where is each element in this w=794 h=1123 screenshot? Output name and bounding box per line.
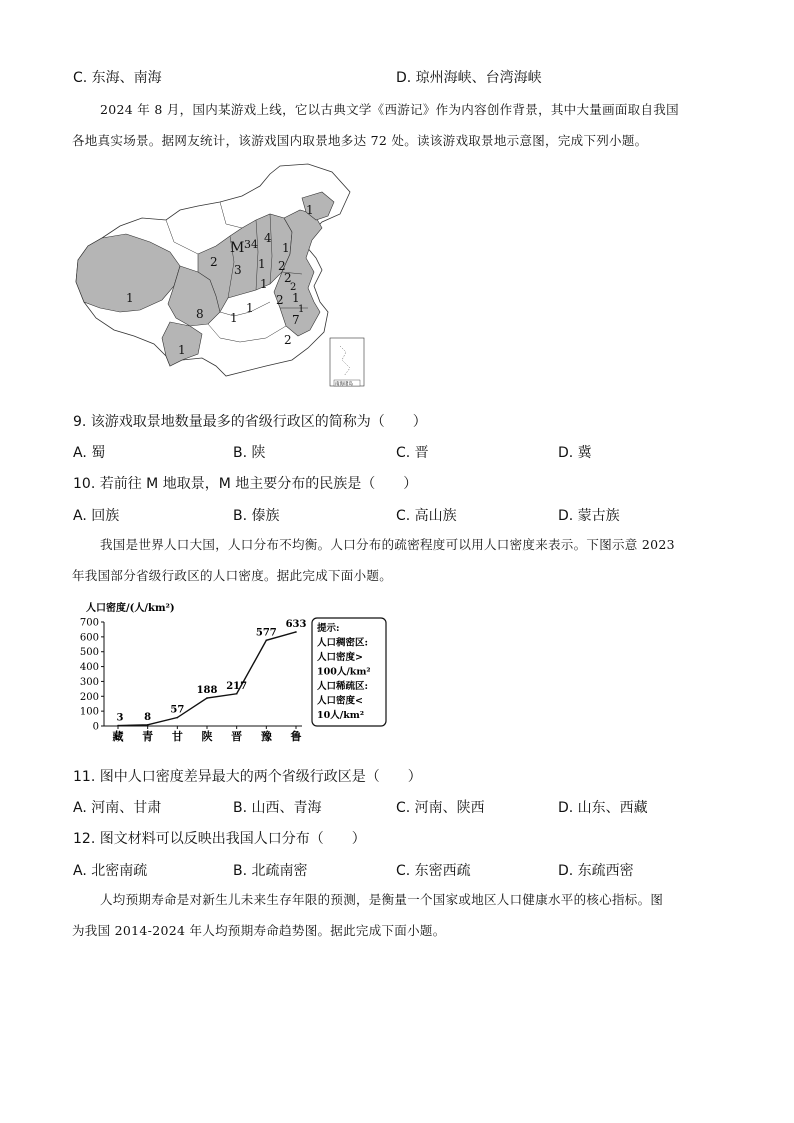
passage-2-line-1: 我国是世界人口大国，人口分布不均衡。人口分布的疏密程度可以用人口密度来表示。下图示意 2023 <box>100 537 675 552</box>
q10-option-d: D. 蒙古族 <box>558 508 620 524</box>
chart-y-tick-label: 600 <box>79 632 99 644</box>
map-num-2d: 2 <box>276 293 284 307</box>
map-num-7: 7 <box>292 313 300 327</box>
chart-legend-line: 提示: <box>317 623 340 634</box>
map-num-1c: 1 <box>258 257 266 271</box>
q9-option-d: D. 冀 <box>558 445 592 461</box>
chart-data-label: 8 <box>144 711 152 723</box>
chart-x-tick-label: 青 <box>142 730 154 743</box>
chart-data-label: 3 <box>116 712 124 724</box>
chart-point <box>295 631 297 633</box>
map-num-1f: 1 <box>230 311 238 325</box>
chart-point <box>266 639 268 641</box>
chart-point <box>206 697 208 699</box>
passage-2-line-2: 年我国部分省级行政区的人口密度。据此完成下面小题。 <box>72 568 393 583</box>
q11-option-c: C. 河南、陕西 <box>396 800 485 816</box>
chart-y-tick-label: 500 <box>79 647 99 659</box>
chart-x-tick-label: 晋 <box>231 730 243 743</box>
passage-1-line-2: 各地真实场景。据网友统计，该游戏国内取景地多达 72 处。读该游戏取景地示意图，完成下列小题。 <box>72 133 648 148</box>
q11-option-a: A. 河南、甘肃 <box>73 800 162 816</box>
chart-y-tick-label: 300 <box>79 676 99 688</box>
chart-data-label: 633 <box>285 618 307 630</box>
chart-x-tick-label: 豫 <box>260 730 272 743</box>
map-num-8: 8 <box>196 307 204 321</box>
chart-data-label: 217 <box>226 680 248 692</box>
passage-2 <box>72 529 724 591</box>
chart-legend-line: 人口密度< <box>317 695 363 707</box>
map-num-2a: 2 <box>210 255 218 269</box>
q12-option-c: C. 东密西疏 <box>396 863 471 879</box>
map-num-1e: 1 <box>246 301 254 315</box>
q11-option-d: D. 山东、西藏 <box>558 800 648 816</box>
chart-legend-line: 人口稠密区: <box>317 637 369 649</box>
chart-point <box>236 693 238 695</box>
map-num-1a: 1 <box>306 203 314 217</box>
chart-y-tick-label: 0 <box>92 721 99 733</box>
map-num-2f: 2 <box>290 282 297 293</box>
map-marker-m: M <box>230 240 245 256</box>
chart-point <box>177 717 179 719</box>
map-num-1g: 1 <box>126 291 134 305</box>
chart-legend-line: 人口稀疏区: <box>317 681 369 692</box>
map-num-2b: 2 <box>278 259 286 273</box>
chart-legend-line: 人口密度> <box>317 652 363 663</box>
q11-stem: 11. 图中人口密度差异最大的两个省级行政区是（ ） <box>73 769 422 785</box>
q9-option-a: A. 蜀 <box>73 445 106 461</box>
map-num-34: 34 <box>244 238 258 251</box>
map-num-4: 4 <box>264 231 272 245</box>
chart-legend-line: 10人/km² <box>317 710 364 721</box>
chart-x-tick-label: 藏 <box>112 730 124 743</box>
chart-data-label: 57 <box>170 704 185 716</box>
chart-point <box>117 725 119 727</box>
passage-1 <box>72 94 724 156</box>
chart-y-tick-label: 400 <box>79 662 99 674</box>
q10-option-c: C. 高山族 <box>396 508 457 524</box>
q9-option-b: B. 陕 <box>233 445 266 461</box>
map-num-1h: 1 <box>292 291 300 305</box>
chart-data-label: 577 <box>255 627 277 639</box>
q10-option-a: A. 回族 <box>73 508 120 524</box>
q12-option-a: A. 北密南疏 <box>73 863 148 879</box>
q10-stem: 10. 若前往 M 地取景，M 地主要分布的民族是（ ） <box>73 476 418 492</box>
chart-x-tick-label: 陕 <box>201 730 213 743</box>
map-num-1i: 1 <box>178 343 186 357</box>
q12-option-b: B. 北疏南密 <box>233 863 308 879</box>
south-sea-inset <box>330 338 364 387</box>
chart-x-tick-label: 甘 <box>171 730 183 743</box>
map-num-1j: 1 <box>298 304 305 315</box>
chart-data-label: 188 <box>196 685 218 697</box>
q10-option-b: B. 傣族 <box>233 508 280 524</box>
q9-option-c: C. 晋 <box>396 445 429 461</box>
option-d: D. 琼州海峡、台湾海峡 <box>396 70 542 86</box>
passage-1-line-1: 2024 年 8 月，国内某游戏上线，它以古典文学《西游记》作为内容创作背景，其中大量画面取自我国 <box>100 102 679 117</box>
q11-option-b: B. 山西、青海 <box>233 800 322 816</box>
q12-stem: 12. 图文材料可以反映出我国人口分布（ ） <box>73 831 366 847</box>
passage-3-line-2: 为我国 2014-2024 年人均预期寿命趋势图。据此完成下面小题。 <box>72 923 446 938</box>
density-chart <box>70 598 390 748</box>
option-c: C. 东海、南海 <box>73 70 162 86</box>
chart-x-tick-label: 鲁 <box>290 730 302 743</box>
map-num-1b: 1 <box>282 241 290 255</box>
q9-stem: 9. 该游戏取景地数量最多的省级行政区的简称为（ ） <box>73 414 427 430</box>
inset-label: 南海诸岛 <box>335 382 353 387</box>
china-map-figure <box>70 162 370 392</box>
density-chart-svg <box>70 598 390 748</box>
q12-option-d: D. 东疏西密 <box>558 863 634 879</box>
chart-ylabel: 人口密度/(人/km²) <box>86 603 175 614</box>
map-num-2c: 2 <box>284 271 292 285</box>
passage-3 <box>72 884 724 946</box>
map-num-3: 3 <box>234 263 242 277</box>
chart-y-tick-label: 100 <box>79 706 99 718</box>
chart-point <box>147 724 149 726</box>
passage-3-line-1: 人均预期寿命是对新生儿未来生存年限的预测，是衡量一个国家或地区人口健康水平的核心指标。图 <box>100 892 664 907</box>
china-map <box>70 162 370 392</box>
map-num-1d: 1 <box>260 277 268 291</box>
chart-y-tick-label: 700 <box>79 617 99 629</box>
chart-legend-line: 100人/km² <box>317 666 371 678</box>
map-num-2e: 2 <box>284 333 292 347</box>
chart-y-tick-label: 200 <box>79 691 99 703</box>
chart-legend-box <box>312 618 386 726</box>
